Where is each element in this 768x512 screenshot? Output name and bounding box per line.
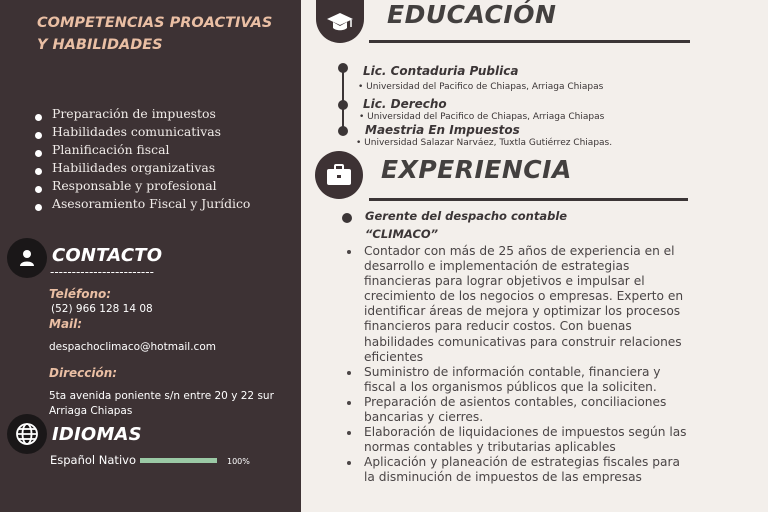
language-level-label: 100% bbox=[227, 457, 250, 466]
skill-item: Asesoramiento Fiscal y Jurídico bbox=[34, 195, 250, 213]
sidebar bbox=[0, 0, 301, 512]
skill-item: Habilidades organizativas bbox=[34, 159, 250, 177]
degree: Maestria En Impuestos bbox=[365, 123, 520, 137]
contact-title: CONTACTO bbox=[52, 245, 163, 266]
graduation-cap-icon bbox=[316, 0, 364, 43]
mail-label: Mail: bbox=[49, 317, 83, 331]
briefcase-icon bbox=[315, 151, 363, 199]
globe-icon bbox=[7, 414, 47, 454]
institution: • Universidad del Pacifico de Chiapas, Arriaga Chiapas bbox=[359, 112, 605, 122]
job-title: Gerente del despacho contable bbox=[365, 209, 568, 223]
experience-title: EXPERIENCIA bbox=[381, 155, 572, 184]
experience-bullet: Preparación de asientos contables, conciliaciones bancarias y cierres. bbox=[346, 395, 694, 425]
mail-value[interactable]: despachoclimaco@hotmail.com bbox=[49, 341, 216, 353]
experience-bullet: Suministro de información contable, financiera y fiscal a los organismos públicos que la soliciten. bbox=[346, 365, 694, 395]
experience-bullet: Contador con más de 25 años de experiencia en el desarrollo e implementación de estrategias financieras para lograr objetivos e impulsar el crecimiento de los negocios o empresas. Experto en identificar áreas de mejora y optimizar los procesos financieros para reducir costos. Con buenas habilidades comunicativas para construir relaciones eficientes bbox=[346, 244, 694, 365]
experience-bullets bbox=[346, 244, 694, 486]
education-title: EDUCACIÓN bbox=[387, 0, 557, 29]
user-icon bbox=[7, 238, 47, 278]
contact-divider: ------------------------ bbox=[50, 265, 154, 279]
experience-bullet: Elaboración de liquidaciones de impuestos según las normas contables y tributarias aplicables bbox=[346, 425, 694, 455]
skills-title: COMPETENCIAS PROACTIVAS Y HABILIDADES bbox=[37, 15, 273, 53]
job-company: “CLIMACO” bbox=[365, 227, 439, 241]
phone-label: Teléfono: bbox=[49, 287, 112, 301]
experience-rule bbox=[369, 198, 688, 201]
institution: • Universidad del Pacifico de Chiapas, Arriaga Chiapas bbox=[358, 82, 604, 92]
skill-item: Planificación fiscal bbox=[34, 141, 250, 159]
address-label: Dirección: bbox=[49, 366, 118, 380]
skill-item: Responsable y profesional bbox=[34, 177, 250, 195]
skills-list bbox=[34, 105, 250, 213]
timeline-dot bbox=[338, 126, 348, 136]
skill-item: Preparación de impuestos bbox=[34, 105, 250, 123]
language-level-bar bbox=[140, 458, 217, 463]
skill-item: Habilidades comunicativas bbox=[34, 123, 250, 141]
language-name: Español Nativo bbox=[50, 453, 136, 467]
address-value: 5ta avenida poniente s/n entre 20 y 22 sur Arriaga Chiapas bbox=[49, 390, 274, 417]
timeline-dot bbox=[338, 63, 348, 73]
experience-bullet: Aplicación y planeación de estrategias fiscales para la disminución de impuestos de las empresas bbox=[346, 455, 694, 485]
education-rule bbox=[369, 40, 690, 43]
phone-value[interactable]: (52) 966 128 14 08 bbox=[51, 303, 153, 315]
degree: Lic. Derecho bbox=[363, 97, 447, 111]
degree: Lic. Contaduria Publica bbox=[363, 64, 519, 78]
timeline-dot bbox=[338, 100, 348, 110]
institution: • Universidad Salazar Narváez, Tuxtla Gutiérrez Chiapas. bbox=[356, 138, 613, 148]
languages-title: IDIOMAS bbox=[52, 424, 142, 445]
job-dot bbox=[342, 213, 352, 223]
